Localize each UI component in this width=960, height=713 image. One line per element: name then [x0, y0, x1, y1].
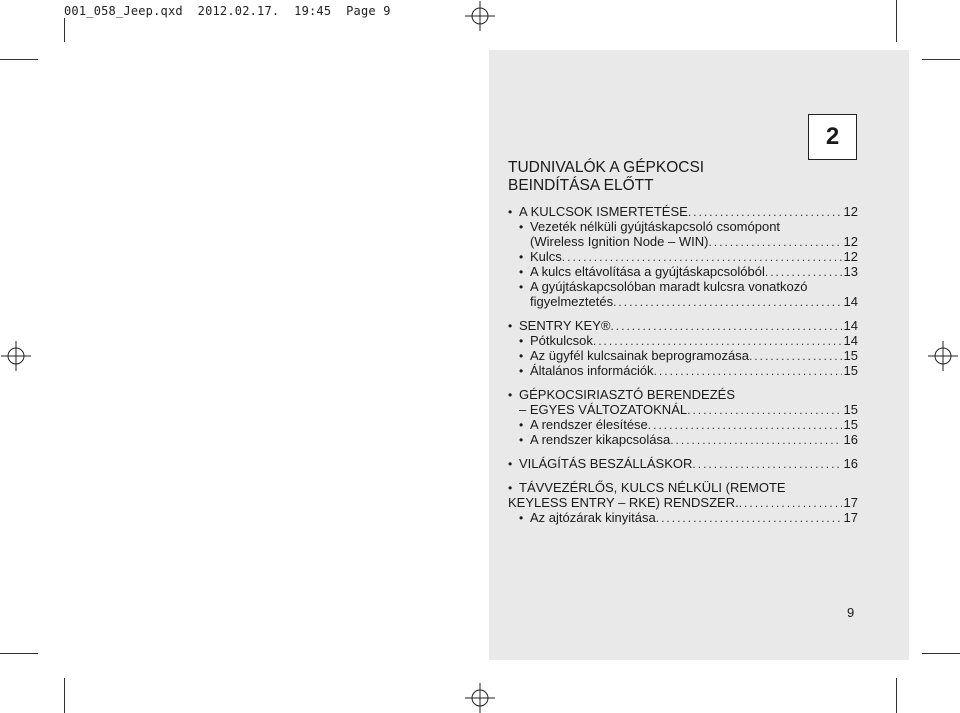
dot-leader: [593, 334, 842, 349]
toc-entry[interactable]: [508, 249, 858, 264]
bullet-icon: •: [519, 280, 524, 294]
registration-mark-icon: [928, 341, 958, 371]
toc-entry-text: Vezeték nélküli gyújtáskapcsoló csomópont: [530, 219, 781, 234]
bullet-icon: •: [519, 265, 524, 279]
toc-entry-text: – EGYES VÁLTOZATOKNÁL: [519, 402, 688, 417]
toc-page-number: 12: [843, 204, 858, 219]
toc-page-number: 15: [843, 417, 858, 432]
crop-mark: [64, 18, 65, 42]
toc-entry[interactable]: [508, 219, 858, 234]
toc-entry-continuation[interactable]: [508, 495, 858, 510]
toc-entry-text: VILÁGÍTÁS BESZÁLLÁSKOR: [519, 456, 693, 471]
toc-entry-text: Kulcs: [530, 249, 562, 264]
dot-leader: [610, 319, 842, 334]
toc-entry-text: A KULCSOK ISMERTETÉSE: [519, 204, 688, 219]
toc-page-number: 14: [843, 333, 858, 348]
dot-leader: [687, 403, 842, 418]
dot-leader: [648, 418, 842, 433]
toc-page-number: 14: [843, 294, 858, 309]
dot-leader: [749, 349, 842, 364]
dot-leader: [654, 364, 842, 379]
title-line: BEINDÍTÁSA ELŐTT: [508, 177, 654, 194]
bullet-icon: •: [519, 220, 524, 234]
toc-entry-text: A rendszer élesítése: [530, 417, 648, 432]
toc-entry[interactable]: [508, 333, 858, 348]
toc-entry-text: A rendszer kikapcsolása: [530, 432, 671, 447]
toc-entry[interactable]: [508, 456, 858, 471]
toc-entry[interactable]: [508, 318, 858, 333]
crop-mark: [896, 0, 897, 42]
dot-leader: [688, 205, 842, 220]
toc-page-number: 16: [843, 432, 858, 447]
page-title: [508, 159, 704, 195]
bullet-icon: •: [519, 433, 524, 447]
toc-page-number: 17: [843, 495, 858, 510]
toc-page-number: 15: [843, 402, 858, 417]
toc-page-number: 12: [843, 249, 858, 264]
crop-mark: [922, 59, 960, 60]
toc-entry-continuation[interactable]: [508, 402, 858, 417]
toc-entry[interactable]: [508, 204, 858, 219]
spacer: [508, 378, 858, 387]
toc-entry-text: figyelmeztetés: [530, 294, 614, 309]
dot-leader: [739, 496, 842, 511]
toc-entry-continuation[interactable]: [508, 294, 858, 309]
toc-entry-text: (Wireless Ignition Node – WIN): [530, 234, 709, 249]
bullet-icon: •: [519, 364, 524, 378]
toc-entry-text: Az ajtózárak kinyitása: [530, 510, 656, 525]
toc-entry-text: TÁVVEZÉRLŐS, KULCS NÉLKÜLI (REMOTE: [519, 480, 786, 495]
toc-page-number: 15: [843, 348, 858, 363]
bullet-icon: •: [519, 418, 524, 432]
file-slug: 001_058_Jeep.qxd 2012.02.17. 19:45 Page 9: [64, 4, 391, 18]
bullet-icon: •: [519, 511, 524, 525]
crop-mark: [0, 653, 38, 654]
toc-entry-text: A kulcs eltávolítása a gyújtáskapcsolóból: [530, 264, 765, 279]
bullet-icon: •: [508, 457, 513, 471]
toc-entry-text: Általános információk: [530, 363, 654, 378]
bullet-icon: •: [519, 250, 524, 264]
toc-entry[interactable]: [508, 363, 858, 378]
table-of-contents: [508, 204, 858, 525]
toc-entry[interactable]: [508, 480, 858, 495]
toc-page-number: 12: [843, 234, 858, 249]
spacer: [508, 471, 858, 480]
crop-mark: [896, 678, 897, 713]
toc-page-number: 13: [843, 264, 858, 279]
toc-page-number: 14: [843, 318, 858, 333]
toc-entry[interactable]: [508, 417, 858, 432]
toc-page-number: 15: [843, 363, 858, 378]
crop-mark: [922, 653, 960, 654]
dot-leader: [562, 250, 842, 265]
dot-leader: [692, 457, 842, 472]
toc-entry-text: A gyújtáskapcsolóban maradt kulcsra vonatkozó: [530, 279, 808, 294]
registration-mark-icon: [1, 341, 31, 371]
dot-leader: [670, 433, 842, 448]
toc-entry[interactable]: [508, 348, 858, 363]
page-number: 9: [847, 605, 855, 620]
spacer: [508, 309, 858, 318]
registration-mark-icon: [465, 683, 495, 713]
toc-entry-continuation[interactable]: [508, 234, 858, 249]
toc-entry-text: SENTRY KEY®: [519, 318, 611, 333]
crop-mark: [0, 59, 38, 60]
spacer: [508, 447, 858, 456]
dot-leader: [656, 511, 842, 526]
toc-entry-text: GÉPKOCSIRIASZTÓ BERENDEZÉS: [519, 387, 735, 402]
bullet-icon: •: [519, 349, 524, 363]
toc-page-number: 16: [843, 456, 858, 471]
toc-entry-text: KEYLESS ENTRY – RKE) RENDSZER.: [508, 495, 739, 510]
dot-leader: [765, 265, 842, 280]
dot-leader: [708, 235, 842, 250]
dot-leader: [613, 295, 842, 310]
toc-entry[interactable]: [508, 387, 858, 402]
toc-entry-text: Pótkulcsok: [530, 333, 593, 348]
title-line: TUDNIVALÓK A GÉPKOCSI: [508, 159, 705, 176]
toc-entry[interactable]: [508, 279, 858, 294]
crop-mark: [64, 678, 65, 713]
bullet-icon: •: [508, 319, 513, 333]
toc-entry[interactable]: [508, 264, 858, 279]
toc-entry[interactable]: [508, 510, 858, 525]
registration-mark-icon: [465, 1, 495, 31]
bullet-icon: •: [519, 334, 524, 348]
toc-entry-text: Az ügyfél kulcsainak beprogramozása: [530, 348, 749, 363]
chapter-number-box: 2: [808, 114, 857, 160]
toc-page-number: 17: [843, 510, 858, 525]
bullet-icon: •: [508, 481, 513, 495]
bullet-icon: •: [508, 388, 513, 402]
bullet-icon: •: [508, 205, 513, 219]
toc-entry[interactable]: [508, 432, 858, 447]
